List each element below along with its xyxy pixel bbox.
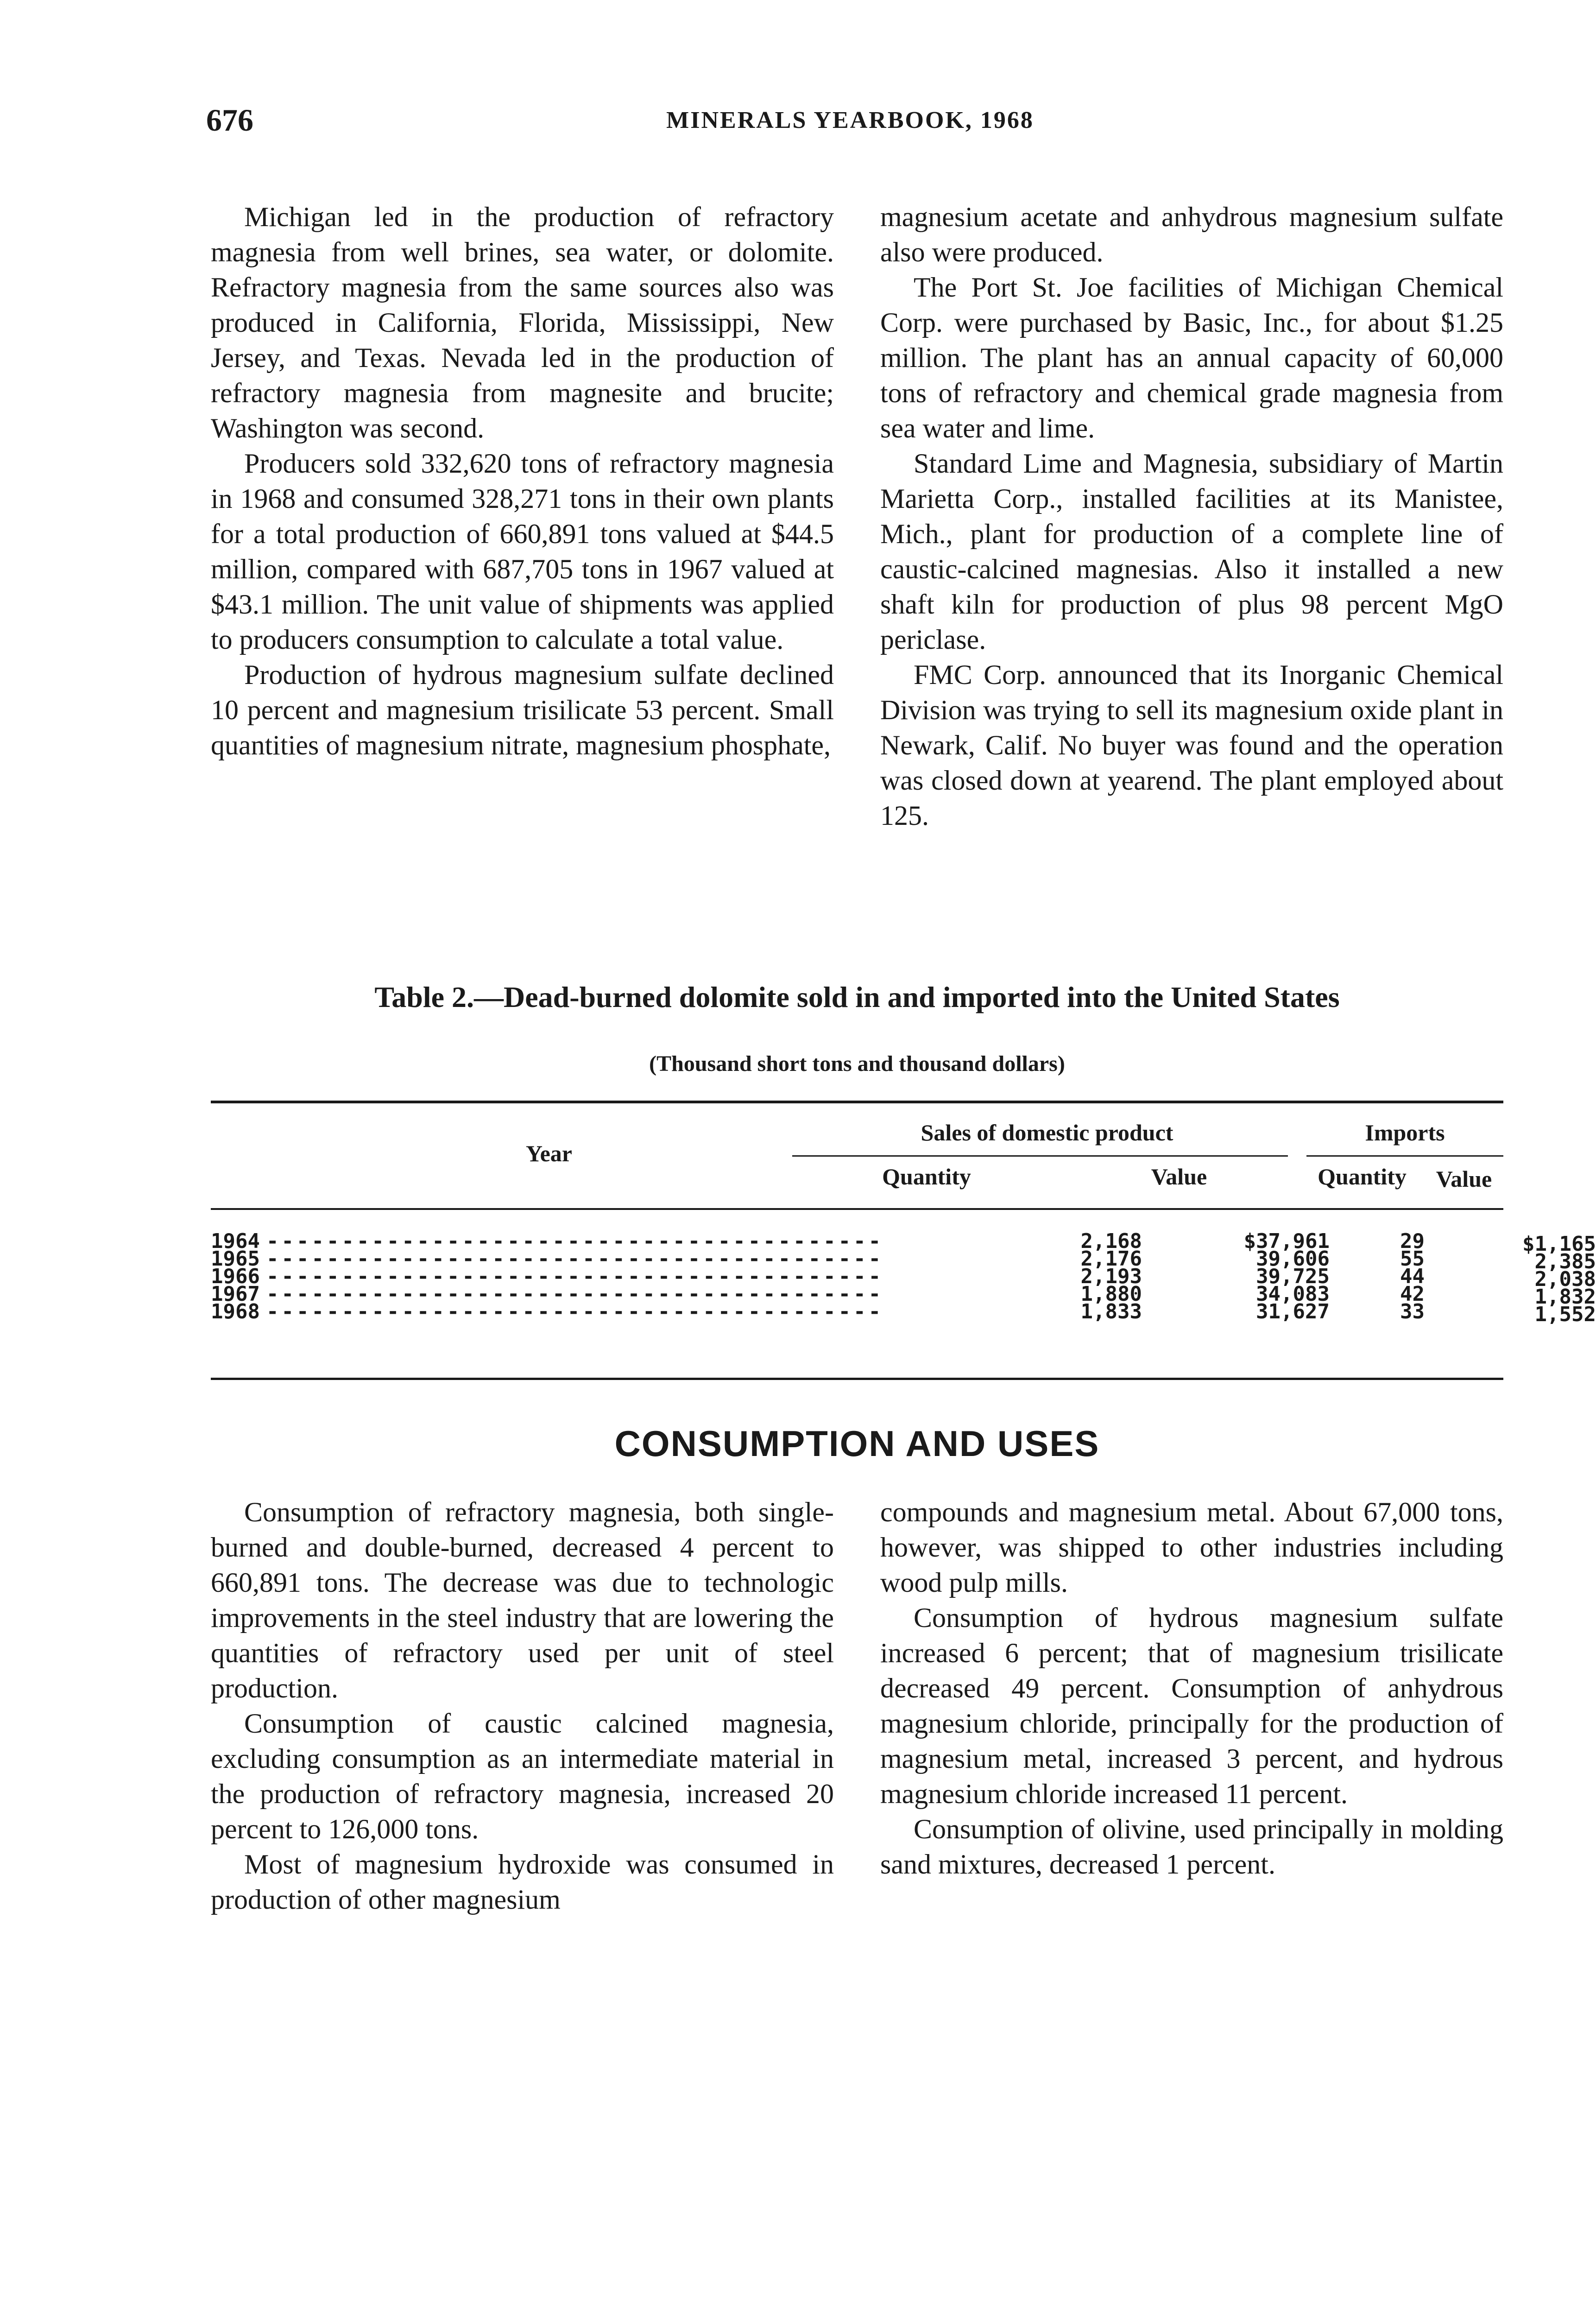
sales-quantity-cell: 1,880 — [1080, 1282, 1142, 1306]
sales-group-rule — [792, 1155, 1288, 1157]
year-cell: 1968 — [211, 1300, 260, 1323]
sales-value-header: Value — [1151, 1164, 1207, 1190]
imports-quantity-header: Quantity — [1318, 1164, 1407, 1190]
paragraph: Production of hydrous magnesium sulfate declined 10 percent and magnesium trisilicate 53 percent. Small quantities of magnesium nitrate, magnesium phosphate, — [211, 659, 834, 760]
year-cell: 1967 — [211, 1282, 260, 1306]
imports-quantity-cell: 44 — [1400, 1265, 1425, 1288]
imports-group-rule — [1306, 1155, 1503, 1157]
paragraph: Producers sold 332,620 tons of refractory magnesia in 1968 and consumed 328,271 tons in their own plants for a total production of 660,891 tons valued at $44.5 million, compared with 687,705 tons in 1967 valued at $43.1 million. The unit value of shipments was applied to producers consumption to calculate a total value. — [211, 448, 834, 655]
paragraph-continued: compounds and magnesium metal. About 67,000 tons, however, was shipped to other industries including wood pulp mills. — [880, 1497, 1503, 1598]
paragraph: FMC Corp. announced that its Inorganic Chemical Division was trying to sell its magnesium oxide plant in Newark, Calif. No buyer was found and the operation was closed down at yearend. The plant employed about 125. — [880, 659, 1503, 831]
dolomite-table — [211, 1101, 1596, 1388]
sales-value-cell: 39,606 — [1256, 1247, 1330, 1271]
dot-leader: ----------------------------------------- — [266, 1300, 884, 1323]
sales-value-cell: 34,083 — [1256, 1282, 1330, 1306]
imports-group-header: Imports — [1365, 1120, 1445, 1146]
imports-quantity-cell: 33 — [1400, 1300, 1425, 1323]
sales-quantity-cell: 2,193 — [1080, 1265, 1142, 1288]
sales-quantity-header: Quantity — [882, 1164, 971, 1190]
imports-quantity-cell: 55 — [1400, 1247, 1425, 1271]
paragraph: Michigan led in the production of refractory magnesia from well brines, sea water, or dolomite. Refractory magnesia from the same sources also was produced in California, Florida, Mississippi, New Jersey, and Texas. Nevada led in the production of refractory magnesia from magnesite and brucite; Washington was second. — [211, 202, 834, 443]
sales-value-cell: $37,961 — [1243, 1229, 1330, 1253]
table-top-rule — [211, 1101, 1503, 1103]
sales-value-cell: 39,725 — [1256, 1265, 1330, 1288]
sales-group-header: Sales of domestic product — [921, 1120, 1173, 1146]
bottom-text-columns — [211, 1494, 1503, 1917]
sales-quantity-cell: 2,168 — [1080, 1229, 1142, 1253]
imports-value-cell: 1,552 — [1534, 1303, 1596, 1326]
paragraph: Standard Lime and Magnesia, subsidiary of Martin Marietta Corp., installed facilities at its Manistee, Mich., plant for production of a complete line of caustic-calcined magnesias. Also it installed a new shaft kiln for production of plus 98 percent MgO periclase. — [880, 448, 1503, 655]
table-header-rule — [211, 1208, 1503, 1210]
paragraph: Consumption of hydrous magnesium sulfate increased 6 percent; that of magnesium trisilicate decreased 49 percent. Consumption of anhydrous magnesium chloride, principally for the production of magnesium metal, increased 3 percent, and hydrous magnesium chloride increased 11 percent. — [880, 1602, 1503, 1809]
paragraph: Consumption of olivine, used principally in molding sand mixtures, decreased 1 percent. — [880, 1814, 1503, 1880]
sales-quantity-cell: 1,833 — [1080, 1300, 1142, 1323]
top-text-columns — [211, 199, 1503, 833]
imports-value-cell: 1,832 — [1534, 1285, 1596, 1309]
page-header — [206, 102, 1494, 144]
paragraph: Consumption of refractory magnesia, both single-burned and double-burned, decreased 4 percent to 660,891 tons. The decrease was due to technologic improvements in the steel industry that are lowering the quantities of refractory used per unit of steel production. — [211, 1497, 834, 1703]
year-cell: 1965 — [211, 1247, 260, 1271]
table-subtitle: (Thousand short tons and thousand dollars) — [649, 1051, 1065, 1076]
paragraph: Most of magnesium hydroxide was consumed in production of other magnesium — [211, 1849, 834, 1915]
imports-value-cell: 2,038 — [1534, 1267, 1596, 1291]
dot-leader: ----------------------------------------- — [266, 1247, 884, 1271]
dot-leader: ----------------------------------------- — [266, 1229, 884, 1253]
top-left-column — [211, 199, 834, 833]
bottom-right-column — [880, 1494, 1503, 1917]
imports-value-cell: $1,165 — [1522, 1232, 1596, 1256]
running-head: MINERALS YEARBOOK, 1968 — [666, 107, 1034, 133]
dot-leader: ----------------------------------------- — [266, 1282, 884, 1306]
imports-quantity-cell: 42 — [1400, 1282, 1425, 1306]
table-bottom-rule — [211, 1378, 1503, 1380]
bottom-left-column — [211, 1494, 834, 1917]
page-number: 676 — [206, 102, 253, 138]
paragraph-continued: magnesium acetate and anhydrous magnesium sulfate also were produced. — [880, 202, 1503, 267]
paragraph: The Port St. Joe facilities of Michigan Chemical Corp. were purchased by Basic, Inc., for about $1.25 million. The plant has an annual capacity of 60,000 tons of refractory and chemical grade magnesia from sea water and lime. — [880, 272, 1503, 443]
year-cell: 1964 — [211, 1229, 260, 1253]
table-title: Table 2.—Dead-burned dolomite sold in and imported into the United States — [374, 981, 1340, 1013]
top-right-column — [880, 199, 1503, 833]
table-row — [211, 1300, 1596, 1326]
paragraph: Consumption of caustic calcined magnesia, excluding consumption as an intermediate material in the production of refractory magnesia, increased 20 percent to 126,000 tons. — [211, 1708, 834, 1844]
table-body — [211, 1229, 1596, 1326]
year-cell: 1966 — [211, 1265, 260, 1288]
dot-leader: ----------------------------------------- — [266, 1265, 884, 1288]
sales-value-cell: 31,627 — [1256, 1300, 1330, 1323]
year-column-header: Year — [526, 1140, 572, 1166]
section-heading: CONSUMPTION AND USES — [614, 1423, 1100, 1464]
sales-quantity-cell: 2,176 — [1080, 1247, 1142, 1271]
imports-value-cell: 2,385 — [1534, 1250, 1596, 1273]
imports-quantity-cell: 29 — [1400, 1229, 1425, 1253]
imports-value-header: Value — [1436, 1166, 1492, 1192]
